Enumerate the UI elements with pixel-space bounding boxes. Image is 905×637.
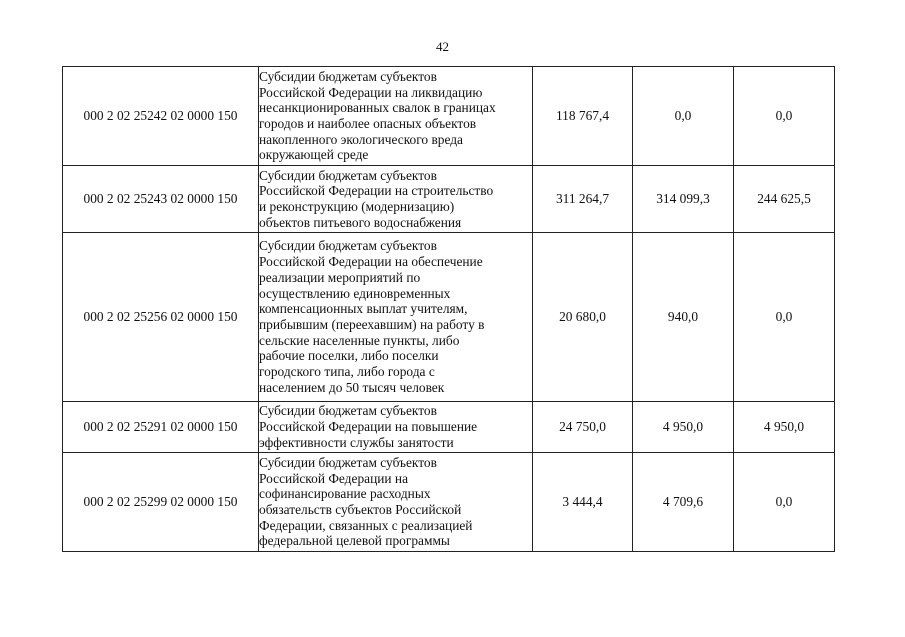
amount-year-2: 4 709,6 bbox=[633, 453, 734, 552]
amount-year-2: 314 099,3 bbox=[633, 166, 734, 233]
description-line: накопленного экологического вреда bbox=[259, 131, 463, 147]
description-line: эффективности службы занятости bbox=[259, 434, 454, 450]
amount-year-2: 0,0 bbox=[633, 67, 734, 166]
description-line: компенсационных выплат учителям, bbox=[259, 301, 468, 317]
description-line: Субсидии бюджетам субъектов bbox=[259, 167, 437, 183]
description-line: Федерации, связанных с реализацией bbox=[259, 517, 473, 533]
description-line: Субсидии бюджетам субъектов bbox=[259, 454, 437, 470]
description bbox=[259, 166, 533, 233]
description-line: реализации мероприятий по bbox=[259, 269, 421, 285]
description-line: городского типа, либо города с bbox=[259, 364, 435, 380]
description bbox=[259, 402, 533, 453]
description-line: сельские населенные пункты, либо bbox=[259, 332, 460, 348]
table-row bbox=[63, 402, 835, 453]
description-line: осуществлению единовременных bbox=[259, 285, 451, 301]
amount-year-1: 24 750,0 bbox=[533, 402, 633, 453]
description-line: Российской Федерации на обеспечение bbox=[259, 254, 483, 270]
budget-code: 000 2 02 25299 02 0000 150 bbox=[63, 453, 259, 552]
description-line: окружающей среде bbox=[259, 147, 369, 163]
description bbox=[259, 67, 533, 166]
description-line: обязательств субъектов Российской bbox=[259, 502, 462, 517]
description-line: населением до 50 тысяч человек bbox=[259, 379, 445, 395]
amount-year-2: 4 950,0 bbox=[633, 402, 734, 453]
description-line: Российской Федерации на ликвидацию bbox=[259, 84, 483, 100]
amount-year-3: 0,0 bbox=[734, 233, 835, 402]
amount-year-1: 3 444,4 bbox=[533, 453, 633, 552]
budget-table bbox=[62, 66, 835, 552]
amount-year-1: 20 680,0 bbox=[533, 233, 633, 402]
page-number: 42 bbox=[436, 39, 449, 54]
amount-year-3: 4 950,0 bbox=[734, 402, 835, 453]
description-line: объектов питьевого водоснабжения bbox=[259, 214, 462, 230]
table-row bbox=[63, 453, 835, 552]
description-line: городов и наиболее опасных объектов bbox=[259, 116, 477, 131]
budget-code: 000 2 02 25256 02 0000 150 bbox=[63, 233, 259, 402]
description-line: Субсидии бюджетам субъектов bbox=[259, 68, 437, 84]
description-line: Российской Федерации на повышение bbox=[259, 419, 478, 435]
description-line: федеральной целевой программы bbox=[259, 533, 450, 549]
budget-code: 000 2 02 25291 02 0000 150 bbox=[63, 402, 259, 453]
description-line: Российской Федерации на строительство bbox=[259, 183, 494, 199]
description-line: рабочие поселки, либо поселки bbox=[259, 348, 439, 364]
description-line: софинансирование расходных bbox=[259, 486, 431, 502]
amount-year-3: 0,0 bbox=[734, 67, 835, 166]
description-line: Субсидии бюджетам субъектов bbox=[259, 238, 437, 254]
description bbox=[259, 453, 533, 552]
table-row bbox=[63, 67, 835, 166]
description-line: Российской Федерации на bbox=[259, 470, 409, 486]
table-row bbox=[63, 166, 835, 233]
amount-year-1: 118 767,4 bbox=[533, 67, 633, 166]
amount-year-3: 0,0 bbox=[734, 453, 835, 552]
budget-code: 000 2 02 25242 02 0000 150 bbox=[63, 67, 259, 166]
budget-code: 000 2 02 25243 02 0000 150 bbox=[63, 166, 259, 233]
description bbox=[259, 233, 533, 402]
amount-year-3: 244 625,5 bbox=[734, 166, 835, 233]
description-line: Субсидии бюджетам субъектов bbox=[259, 403, 437, 419]
amount-year-2: 940,0 bbox=[633, 233, 734, 402]
description-line: прибывшим (переехавшим) на работу в bbox=[259, 317, 485, 332]
table-row bbox=[63, 233, 835, 402]
description-line: и реконструкцию (модернизацию) bbox=[259, 199, 455, 214]
description-line: несанкционированных свалок в границах bbox=[259, 100, 496, 116]
amount-year-1: 311 264,7 bbox=[533, 166, 633, 233]
